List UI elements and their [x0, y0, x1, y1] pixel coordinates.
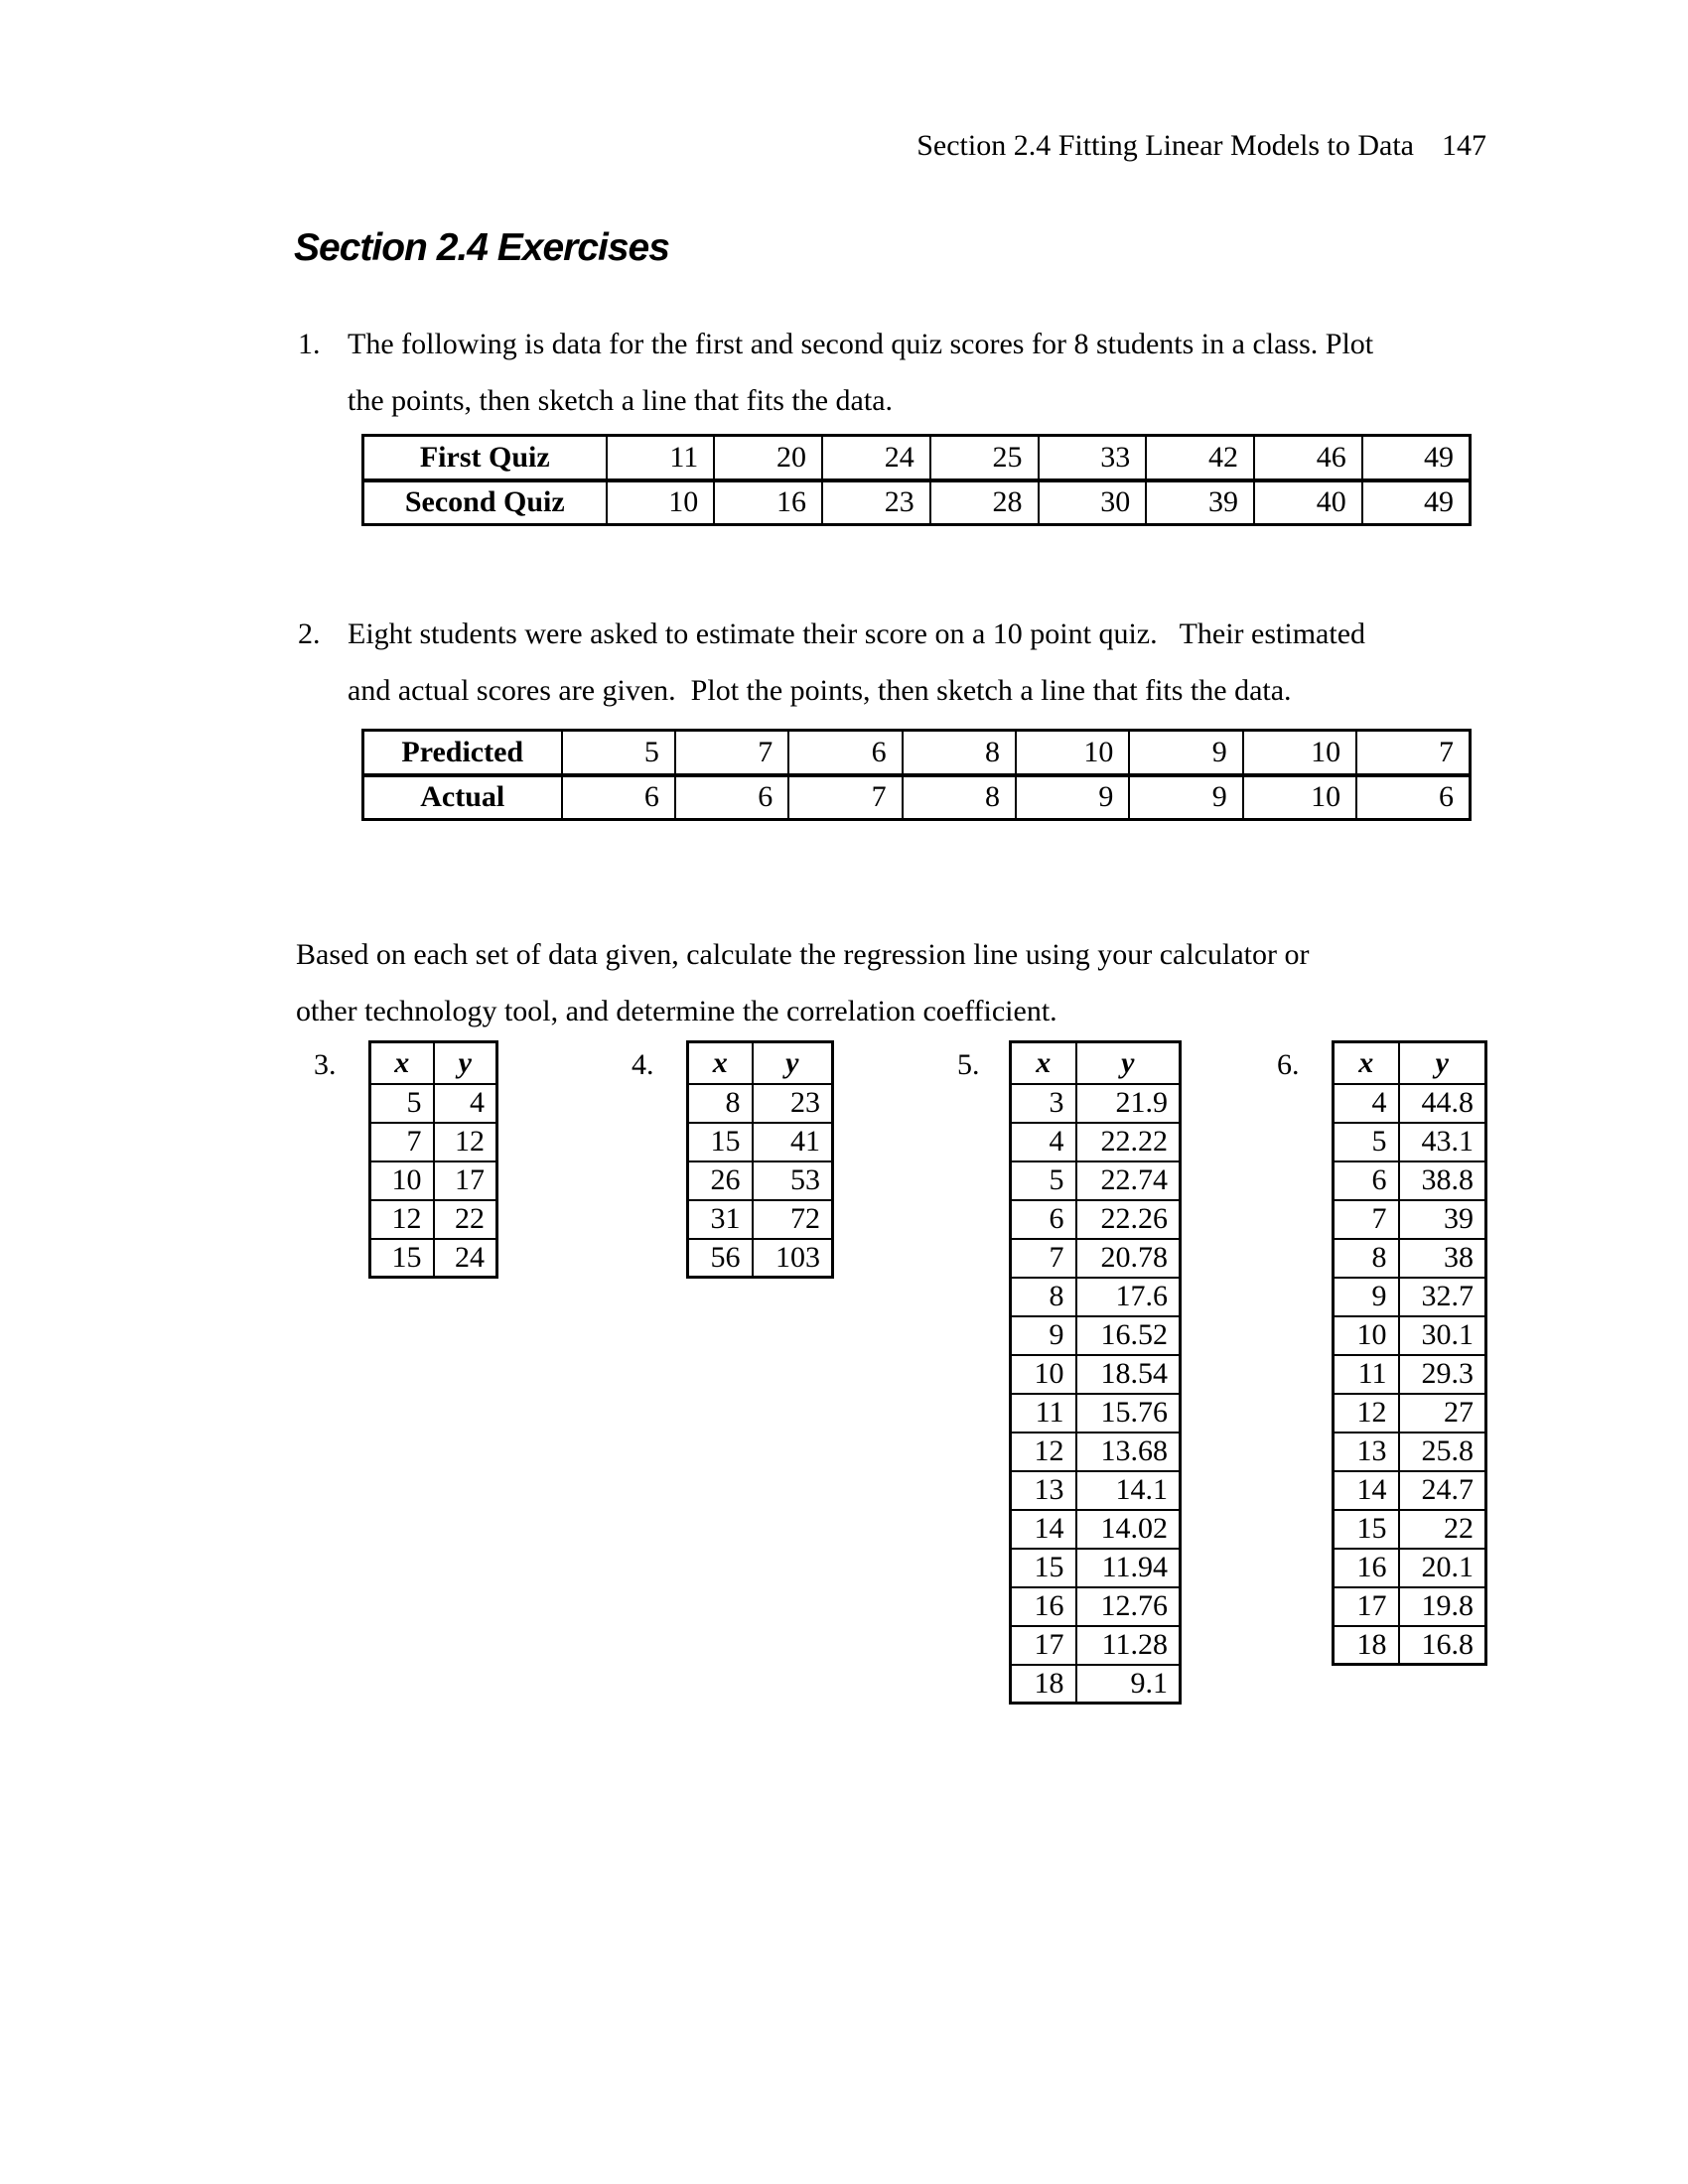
- cell-value: 43.1: [1399, 1123, 1486, 1161]
- table-row: [370, 1239, 497, 1278]
- cell-value: 16: [714, 480, 822, 525]
- cell-value: 6: [562, 775, 675, 820]
- cell-value: 13.68: [1076, 1433, 1181, 1471]
- problem-2-number: 2.: [298, 617, 321, 650]
- cell-value: 5: [1011, 1161, 1076, 1200]
- cell-value: 5: [562, 731, 675, 775]
- cell-value: 21.9: [1076, 1084, 1181, 1123]
- table-row: [1011, 1161, 1181, 1200]
- cell-value: 39: [1399, 1200, 1486, 1239]
- table-row: [370, 1123, 497, 1161]
- table-row: [1334, 1587, 1486, 1626]
- row-label: First Quiz: [363, 436, 607, 480]
- quiz-scores-table: [361, 434, 1472, 526]
- cell-value: 11: [1334, 1355, 1399, 1394]
- cell-value: 11.94: [1076, 1549, 1181, 1587]
- cell-value: 18: [1334, 1626, 1399, 1665]
- table-row: [1334, 1549, 1486, 1587]
- table-row: [1334, 1239, 1486, 1278]
- problem-2-text: [348, 606, 1365, 719]
- cell-value: 23: [753, 1084, 833, 1123]
- cell-value: 4: [1334, 1084, 1399, 1123]
- exercise-5-number: 5.: [957, 1048, 980, 1081]
- cell-value: 6: [675, 775, 788, 820]
- cell-value: 10: [370, 1161, 434, 1200]
- cell-value: 11.28: [1076, 1626, 1181, 1665]
- cell-value: 24: [822, 436, 930, 480]
- running-head: Section 2.4 Fitting Linear Models to Data: [916, 129, 1414, 162]
- table-row: [1011, 1084, 1181, 1123]
- cell-value: 49: [1362, 436, 1471, 480]
- exercise-6-number: 6.: [1277, 1048, 1300, 1081]
- cell-value: 42: [1146, 436, 1254, 480]
- cell-value: 40: [1254, 480, 1362, 525]
- cell-value: 8: [903, 731, 1016, 775]
- cell-value: 10: [1334, 1316, 1399, 1355]
- exercise-6-header: [1334, 1042, 1486, 1084]
- table-row: [688, 1084, 833, 1123]
- table-row: [1011, 1471, 1181, 1510]
- table-row: [1011, 1278, 1181, 1316]
- cell-value: 22.22: [1076, 1123, 1181, 1161]
- cell-value: 13: [1011, 1471, 1076, 1510]
- quiz-scores-table-body: [363, 436, 1471, 525]
- cell-value: 11: [607, 436, 715, 480]
- x-column-header: x: [1011, 1042, 1076, 1084]
- cell-value: 8: [1011, 1278, 1076, 1316]
- cell-value: 5: [1334, 1123, 1399, 1161]
- problem-1-number: 1.: [298, 328, 321, 360]
- cell-value: 8: [1334, 1239, 1399, 1278]
- table-row: [1334, 1123, 1486, 1161]
- table-row: [1011, 1123, 1181, 1161]
- cell-value: 12: [434, 1123, 497, 1161]
- y-column-header: y: [753, 1042, 833, 1084]
- table-row: [1334, 1471, 1486, 1510]
- cell-value: 30.1: [1399, 1316, 1486, 1355]
- table-row: [363, 775, 1471, 820]
- table-row: [1334, 1433, 1486, 1471]
- cell-value: 38.8: [1399, 1161, 1486, 1200]
- exercise-3-header: [370, 1042, 497, 1084]
- exercise-4-header: [688, 1042, 833, 1084]
- table-row: [1334, 1200, 1486, 1239]
- cell-value: 3: [1011, 1084, 1076, 1123]
- table-row: [1011, 1316, 1181, 1355]
- exercise-6-xy-table: [1332, 1040, 1487, 1666]
- exercise-4-xy-table: [686, 1040, 834, 1279]
- exercise-5-body: [1011, 1084, 1181, 1704]
- cell-value: 12: [370, 1200, 434, 1239]
- cell-value: 9: [1016, 775, 1129, 820]
- text-line: Based on each set of data given, calculate the regression line using your calculator or: [296, 938, 1310, 971]
- table-row: [1334, 1161, 1486, 1200]
- cell-value: 22.74: [1076, 1161, 1181, 1200]
- cell-value: 15: [688, 1123, 753, 1161]
- cell-value: 12: [1334, 1394, 1399, 1433]
- cell-value: 16.8: [1399, 1626, 1486, 1665]
- text-line: and actual scores are given. Plot the points, then sketch a line that fits the data.: [348, 674, 1292, 707]
- cell-value: 22: [434, 1200, 497, 1239]
- table-row: [1334, 1626, 1486, 1665]
- table-row: [1011, 1626, 1181, 1665]
- table-row: [1011, 1200, 1181, 1239]
- cell-value: 15: [1011, 1549, 1076, 1587]
- cell-value: 26: [688, 1161, 753, 1200]
- y-column-header: y: [434, 1042, 497, 1084]
- x-column-header: x: [370, 1042, 434, 1084]
- exercise-5-header: [1011, 1042, 1181, 1084]
- cell-value: 4: [434, 1084, 497, 1123]
- table-row: [1011, 1510, 1181, 1549]
- cell-value: 56: [688, 1239, 753, 1278]
- cell-value: 6: [1334, 1161, 1399, 1200]
- cell-value: 10: [1243, 731, 1356, 775]
- cell-value: 72: [753, 1200, 833, 1239]
- cell-value: 23: [822, 480, 930, 525]
- cell-value: 11: [1011, 1394, 1076, 1433]
- cell-value: 12: [1011, 1433, 1076, 1471]
- table-row: [1334, 1355, 1486, 1394]
- cell-value: 7: [1011, 1239, 1076, 1278]
- cell-value: 20.78: [1076, 1239, 1181, 1278]
- header-row: [370, 1042, 497, 1084]
- problem-2: [298, 606, 1365, 719]
- header-row: [1334, 1042, 1486, 1084]
- x-column-header: x: [1334, 1042, 1399, 1084]
- cell-value: 20: [714, 436, 822, 480]
- problem-1: [298, 316, 1373, 429]
- exercise-3-xy-table: [368, 1040, 498, 1279]
- table-row: [370, 1200, 497, 1239]
- exercise-3-body: [370, 1084, 497, 1278]
- cell-value: 38: [1399, 1239, 1486, 1278]
- cell-value: 8: [903, 775, 1016, 820]
- cell-value: 7: [370, 1123, 434, 1161]
- cell-value: 14: [1334, 1471, 1399, 1510]
- cell-value: 44.8: [1399, 1084, 1486, 1123]
- y-column-header: y: [1076, 1042, 1181, 1084]
- cell-value: 9.1: [1076, 1665, 1181, 1704]
- cell-value: 17: [1011, 1626, 1076, 1665]
- predicted-actual-table: [361, 729, 1472, 821]
- cell-value: 8: [688, 1084, 753, 1123]
- table-row: [370, 1084, 497, 1123]
- cell-value: 10: [607, 480, 715, 525]
- cell-value: 28: [930, 480, 1039, 525]
- cell-value: 17.6: [1076, 1278, 1181, 1316]
- text-line: the points, then sketch a line that fits the data.: [348, 384, 894, 417]
- row-label: Predicted: [363, 731, 562, 775]
- cell-value: 25.8: [1399, 1433, 1486, 1471]
- instruction-paragraph: [296, 926, 1309, 1039]
- cell-value: 7: [788, 775, 902, 820]
- header-row: [1011, 1042, 1181, 1084]
- cell-value: 32.7: [1399, 1278, 1486, 1316]
- cell-value: 15: [370, 1239, 434, 1278]
- cell-value: 30: [1039, 480, 1147, 525]
- exercise-5-xy-table: [1009, 1040, 1182, 1705]
- cell-value: 17: [1334, 1587, 1399, 1626]
- table-row: [1011, 1665, 1181, 1704]
- cell-value: 33: [1039, 436, 1147, 480]
- cell-value: 22.26: [1076, 1200, 1181, 1239]
- header-row: [688, 1042, 833, 1084]
- text-line: Eight students were asked to estimate their score on a 10 point quiz. Their estimated: [348, 617, 1366, 650]
- cell-value: 9: [1011, 1316, 1076, 1355]
- cell-value: 16.52: [1076, 1316, 1181, 1355]
- cell-value: 13: [1334, 1433, 1399, 1471]
- cell-value: 18: [1011, 1665, 1076, 1704]
- cell-value: 17: [434, 1161, 497, 1200]
- cell-value: 39: [1146, 480, 1254, 525]
- predicted-actual-table-body: [363, 731, 1471, 820]
- cell-value: 27: [1399, 1394, 1486, 1433]
- cell-value: 5: [370, 1084, 434, 1123]
- cell-value: 20.1: [1399, 1549, 1486, 1587]
- cell-value: 14.02: [1076, 1510, 1181, 1549]
- table-row: [1334, 1278, 1486, 1316]
- cell-value: 16: [1334, 1549, 1399, 1587]
- table-row: [363, 731, 1471, 775]
- table-row: [688, 1123, 833, 1161]
- text-line: other technology tool, and determine the correlation coefficient.: [296, 995, 1057, 1027]
- cell-value: 6: [788, 731, 902, 775]
- cell-value: 18.54: [1076, 1355, 1181, 1394]
- cell-value: 46: [1254, 436, 1362, 480]
- cell-value: 4: [1011, 1123, 1076, 1161]
- cell-value: 12.76: [1076, 1587, 1181, 1626]
- table-row: [370, 1161, 497, 1200]
- cell-value: 29.3: [1399, 1355, 1486, 1394]
- cell-value: 10: [1243, 775, 1356, 820]
- table-row: [363, 436, 1471, 480]
- table-row: [688, 1200, 833, 1239]
- cell-value: 6: [1011, 1200, 1076, 1239]
- cell-value: 103: [753, 1239, 833, 1278]
- cell-value: 6: [1356, 775, 1470, 820]
- cell-value: 14.1: [1076, 1471, 1181, 1510]
- cell-value: 15: [1334, 1510, 1399, 1549]
- cell-value: 31: [688, 1200, 753, 1239]
- cell-value: 24.7: [1399, 1471, 1486, 1510]
- cell-value: 22: [1399, 1510, 1486, 1549]
- exercise-4-number: 4.: [632, 1048, 654, 1081]
- table-row: [1334, 1510, 1486, 1549]
- cell-value: 7: [1334, 1200, 1399, 1239]
- cell-value: 10: [1016, 731, 1129, 775]
- exercise-3-number: 3.: [314, 1048, 337, 1081]
- table-row: [688, 1161, 833, 1200]
- page-number: 147: [1442, 129, 1486, 162]
- section-title: Section 2.4 Exercises: [294, 226, 669, 269]
- table-row: [1011, 1433, 1181, 1471]
- y-column-header: y: [1399, 1042, 1486, 1084]
- page-header: [0, 95, 1486, 197]
- cell-value: 49: [1362, 480, 1471, 525]
- table-row: [1334, 1084, 1486, 1123]
- cell-value: 10: [1011, 1355, 1076, 1394]
- cell-value: 9: [1129, 775, 1242, 820]
- cell-value: 41: [753, 1123, 833, 1161]
- cell-value: 9: [1129, 731, 1242, 775]
- table-row: [1011, 1394, 1181, 1433]
- x-column-header: x: [688, 1042, 753, 1084]
- table-row: [1011, 1239, 1181, 1278]
- table-row: [1334, 1316, 1486, 1355]
- table-row: [1011, 1587, 1181, 1626]
- cell-value: 14: [1011, 1510, 1076, 1549]
- table-row: [688, 1239, 833, 1278]
- table-row: [1011, 1355, 1181, 1394]
- cell-value: 53: [753, 1161, 833, 1200]
- table-row: [363, 480, 1471, 525]
- table-row: [1011, 1549, 1181, 1587]
- cell-value: 24: [434, 1239, 497, 1278]
- cell-value: 19.8: [1399, 1587, 1486, 1626]
- table-row: [1334, 1394, 1486, 1433]
- text-line: The following is data for the first and second quiz scores for 8 students in a class. Plot: [348, 328, 1374, 360]
- cell-value: 25: [930, 436, 1039, 480]
- exercise-4-body: [688, 1084, 833, 1278]
- problem-1-text: [348, 316, 1373, 429]
- row-label: Actual: [363, 775, 562, 820]
- cell-value: 7: [675, 731, 788, 775]
- exercise-6-body: [1334, 1084, 1486, 1665]
- cell-value: 16: [1011, 1587, 1076, 1626]
- row-label: Second Quiz: [363, 480, 607, 525]
- cell-value: 9: [1334, 1278, 1399, 1316]
- cell-value: 15.76: [1076, 1394, 1181, 1433]
- cell-value: 7: [1356, 731, 1470, 775]
